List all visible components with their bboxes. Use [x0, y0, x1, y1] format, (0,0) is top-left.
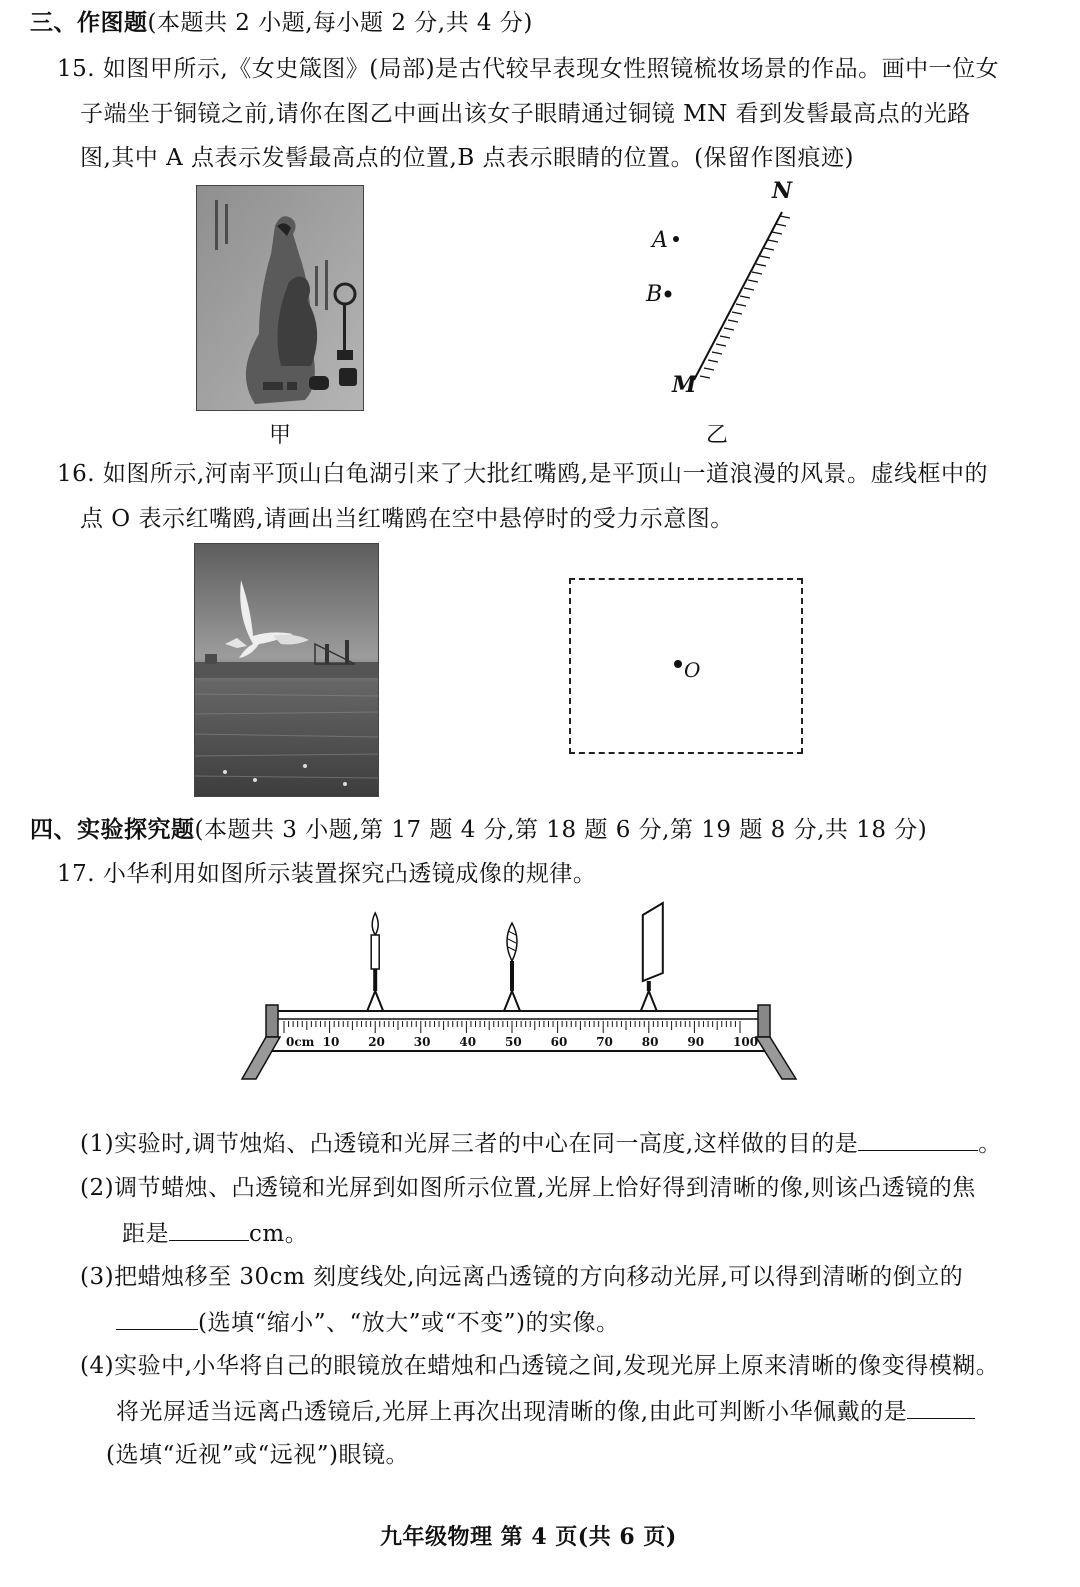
q16-text-line2: 点 O 表示红嘴鸥,请画出当红嘴鸥在空中悬停时的受力示意图。	[80, 506, 734, 532]
tick-label-10: 10	[322, 1035, 340, 1049]
tick-label-90: 90	[687, 1035, 705, 1049]
q17-text-line1: 17. 小华利用如图所示装置探究凸透镜成像的规律。	[57, 861, 597, 887]
section4-heading-row	[30, 815, 927, 845]
tick-label-0: 0cm	[286, 1035, 315, 1049]
caption-jia: 甲	[269, 423, 292, 448]
q17-p2-line2	[122, 1218, 308, 1249]
section3-note: (本题共 2 小题,每小题 2 分,共 4 分)	[147, 10, 533, 36]
q15-text-line3: 图,其中 A 点表示发髻最高点的位置,B 点表示眼睛的位置。(保留作图痕迹)	[80, 145, 855, 171]
section4-heading: 四、实验探究题	[30, 816, 195, 843]
mirror-mn-line	[694, 212, 782, 380]
candle	[367, 913, 383, 1011]
seagull-illustration	[195, 544, 378, 796]
q17-p2-blank[interactable]	[169, 1218, 249, 1241]
tick-label-30: 30	[413, 1035, 431, 1049]
tick-label-50: 50	[505, 1035, 522, 1049]
caption-yi: 乙	[706, 423, 729, 448]
q15-text-line1: 15. 如图甲所示,《女史箴图》(局部)是古代较早表现女性照镜梳妆场景的作品。画中一位女	[57, 56, 1000, 82]
convex-lens	[504, 923, 520, 1011]
right-leg	[756, 1037, 796, 1079]
section4-note: (本题共 3 小题,第 17 题 4 分,第 18 题 6 分,第 19 题 8 分,共 18 分)	[194, 817, 928, 843]
light-screen	[641, 903, 663, 1011]
point-a	[673, 236, 679, 242]
left-end-block	[266, 1005, 278, 1037]
q17-p2-text-b: cm。	[249, 1221, 309, 1247]
tick-label-20: 20	[368, 1035, 385, 1049]
label-o: O	[684, 658, 701, 682]
q17-p2-line1: (2)调节蜡烛、凸透镜和光屏到如图所示位置,光屏上恰好得到清晰的像,则该凸透镜的焦	[80, 1175, 976, 1201]
page-footer: 九年级物理 第 4 页(共 6 页)	[380, 1524, 677, 1550]
point-b	[665, 291, 672, 298]
tick-label-60: 60	[550, 1035, 568, 1049]
point-o	[674, 660, 682, 668]
label-n: N	[772, 178, 793, 204]
q17-p1	[80, 1128, 1002, 1159]
q17-p4-text: 将光屏适当远离凸透镜后,光屏上再次出现清晰的像,由此可判断小华佩戴的是	[116, 1399, 908, 1425]
q17-p1-end: 。	[978, 1131, 1002, 1157]
q17-p2-text-a: 距是	[122, 1221, 169, 1247]
q17-p1-text: (1)实验时,调节烛焰、凸透镜和光屏三者的中心在同一高度,这样做的目的是	[80, 1131, 859, 1157]
q17-p3-blank[interactable]	[116, 1307, 198, 1330]
q17-p4-line3: (选填“近视”或“远视”)眼镜。	[106, 1442, 409, 1468]
q17-p4-line1: (4)实验中,小华将自己的眼镜放在蜡烛和凸透镜之间,发现光屏上原来清晰的像变得模糊。	[80, 1353, 1000, 1379]
q17-p1-blank[interactable]	[858, 1128, 978, 1151]
q17-p3-line1: (3)把蜡烛移至 30cm 刻度线处,向远离凸透镜的方向移动光屏,可以得到清晰的倒立的	[80, 1264, 964, 1290]
optical-bench-diagram	[240, 895, 800, 1085]
q17-p3-line2	[116, 1307, 620, 1338]
tick-label-40: 40	[459, 1035, 477, 1049]
label-m: M	[672, 372, 697, 398]
q17-p4-line2	[116, 1396, 975, 1427]
q17-p4-blank[interactable]	[907, 1396, 975, 1419]
right-end-block	[758, 1005, 770, 1037]
tick-label-100: 100	[733, 1035, 759, 1049]
label-b: B	[646, 282, 663, 307]
tick-label-70: 70	[596, 1035, 613, 1049]
q17-p3-text: (选填“缩小”、“放大”或“不变”)的实像。	[198, 1310, 620, 1336]
seagull-photo	[194, 543, 379, 797]
q15-text-line2: 子端坐于铜镜之前,请你在图乙中画出该女子眼睛通过铜镜 MN 看到发髻最高点的光路	[80, 101, 971, 127]
section3-heading: 三、作图题	[30, 9, 148, 36]
left-leg	[242, 1037, 280, 1079]
mirror-diagram	[630, 170, 830, 410]
painting-image	[196, 185, 364, 411]
tick-label-80: 80	[641, 1035, 659, 1049]
mirror-hatching	[700, 216, 790, 378]
label-a: A	[652, 228, 668, 253]
q16-text-line1: 16. 如图所示,河南平顶山白龟湖引来了大批红嘴鸥,是平顶山一道浪漫的风景。虚线框中的	[57, 461, 989, 487]
section3-heading-row	[30, 8, 533, 38]
painting-illustration	[197, 186, 363, 410]
